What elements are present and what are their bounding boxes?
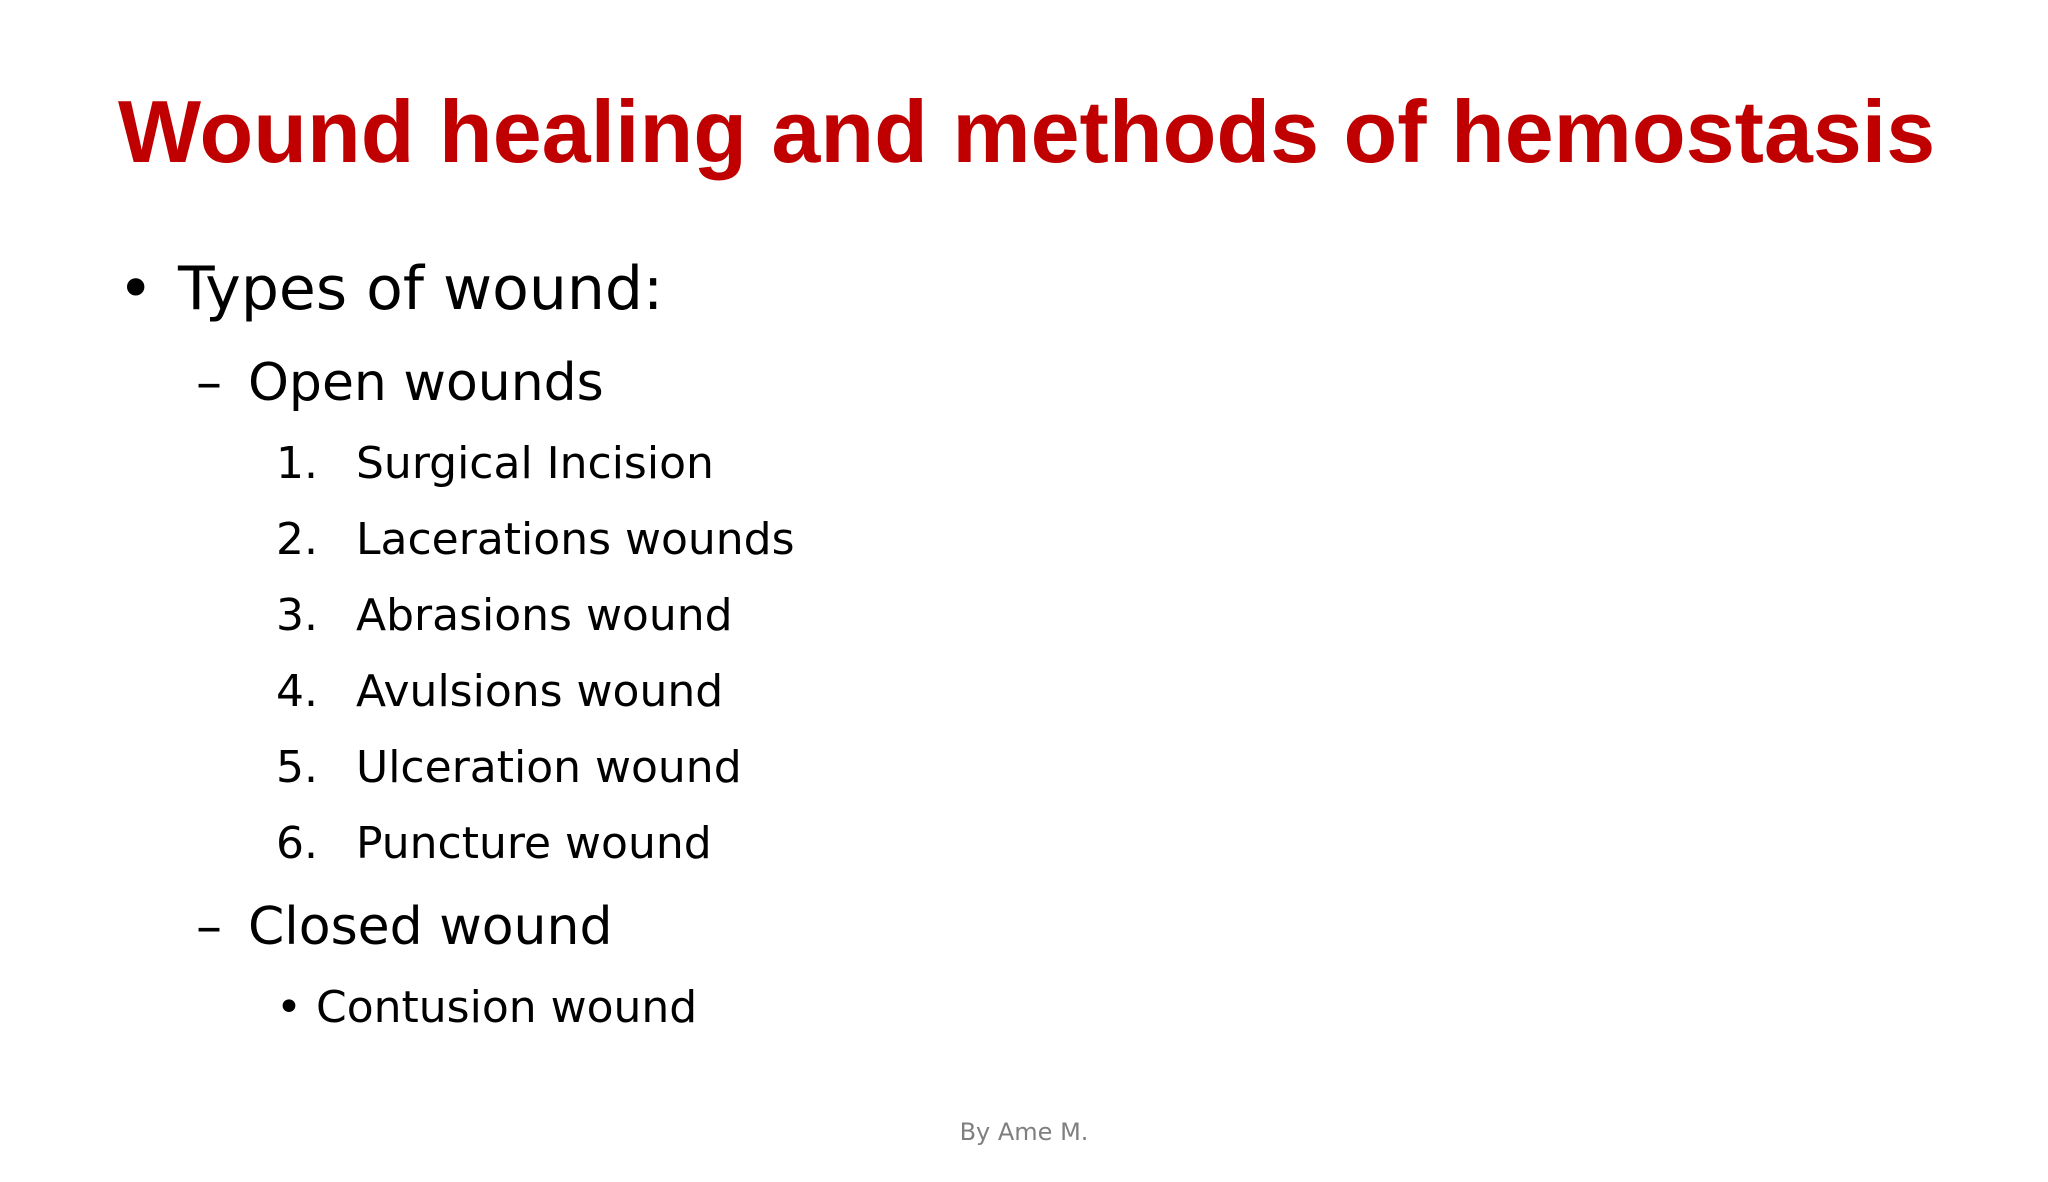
list-number: 3. <box>276 590 318 641</box>
list-item-text: Ulceration wound <box>356 742 742 793</box>
closed-wound-label: Closed wound <box>248 897 613 957</box>
dash-icon: – <box>196 353 222 413</box>
footer-author: By Ame M. <box>959 1118 1089 1146</box>
open-wounds-label: Open wounds <box>248 353 604 413</box>
list-number: 4. <box>276 666 318 717</box>
list-number: 5. <box>276 742 318 793</box>
bullet-icon: • <box>276 982 302 1033</box>
list-number: 6. <box>276 818 318 869</box>
bullet-icon: • <box>118 254 154 324</box>
list-item-text: Lacerations wounds <box>356 514 795 565</box>
heading-text: Types of wound: <box>178 254 664 324</box>
list-item-text: Puncture wound <box>356 818 712 869</box>
list-number: 2. <box>276 514 318 565</box>
dash-icon: – <box>196 897 222 957</box>
list-item-text: Abrasions wound <box>356 590 733 641</box>
list-item-text: Avulsions wound <box>356 666 724 717</box>
list-number: 1. <box>276 438 318 489</box>
list-item-text: Contusion wound <box>316 982 698 1033</box>
list-item-text: Surgical Incision <box>356 438 714 489</box>
slide-title: Wound healing and methods of hemostasis <box>118 82 1936 181</box>
